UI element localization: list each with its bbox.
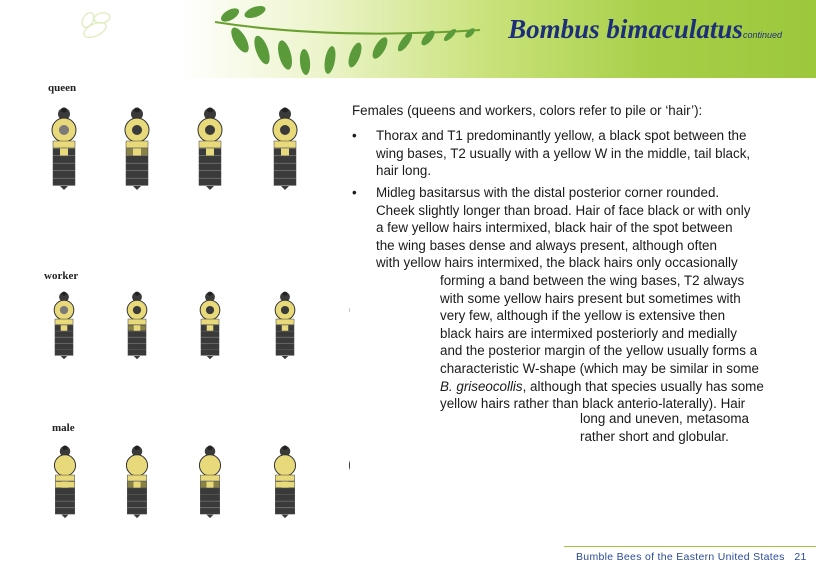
bee-diagram-queen	[198, 108, 222, 191]
footer-rule	[564, 546, 816, 547]
caste-label-worker: worker	[44, 270, 79, 282]
title-species: Bombus bimaculatus	[508, 14, 743, 44]
page-title	[508, 14, 782, 45]
text-line: black hairs are intermixed posteriorly and medially	[440, 325, 737, 341]
text-line: Thorax and T1 predominantly yellow, a black spot between the	[376, 128, 747, 143]
bee-diagram-male	[274, 446, 295, 519]
caste-label-queen: queen	[48, 82, 77, 94]
intro-text: Females (queens and workers, colors refer to pile or ‘hair’):	[352, 103, 703, 118]
text-line: a few yellow hairs intermixed, black hair of the spot between	[376, 220, 733, 236]
bee-diagram-male	[349, 446, 350, 519]
bullet-2-end	[580, 410, 800, 445]
bullet-2-continued	[440, 272, 790, 413]
bee-diagram-worker	[127, 292, 147, 360]
text-line: yellow hairs rather than black anterio-laterally). Hair	[440, 396, 746, 412]
bullet-dot: •	[352, 185, 357, 200]
bee-diagram-worker	[54, 292, 74, 360]
bee-diagram-male	[126, 446, 147, 519]
text-line: the wing bases dense and always present, although often	[376, 237, 717, 253]
bullet-2	[352, 184, 782, 272]
text-line: Midleg basitarsus with the distal posterior corner rounded.	[376, 185, 720, 200]
text-line: with some yellow hairs present but sometimes with	[440, 290, 741, 306]
text-line: with yellow hairs intermixed, the black hairs only occasionally	[376, 255, 738, 271]
text-line: wing bases, T2 usually with a yellow W in the middle, tail black,	[376, 145, 751, 161]
bee-diagram-male	[199, 446, 220, 519]
bullet-1-text	[376, 127, 782, 180]
bullet-dot: •	[352, 128, 357, 143]
text-line	[440, 378, 790, 396]
text-line: very few, although if the yellow is extensive then	[440, 308, 726, 324]
caste-label-male: male	[52, 422, 75, 434]
species-tail: , although that species usually has some	[522, 378, 764, 394]
bee-diagram-male	[54, 446, 75, 519]
text-line: long and uneven, metasoma	[580, 411, 749, 426]
bee-diagrams	[0, 0, 350, 545]
bee-diagram-queen	[125, 108, 149, 191]
species-name: B. griseocollis	[440, 378, 523, 394]
text-line: Cheek slightly longer than broad. Hair of face black or with only	[376, 202, 751, 218]
text-line: and the posterior margin of the yellow usually forms a	[440, 343, 758, 359]
bullet-1	[352, 127, 782, 180]
title-suffix: continued	[742, 30, 782, 40]
bee-diagram-worker	[200, 292, 220, 360]
text-line: characteristic W-shape (which may be similar in some	[440, 360, 759, 376]
bullet-2-text	[376, 184, 782, 272]
bee-diagram-queen	[52, 108, 76, 191]
bee-diagram-worker	[275, 292, 295, 360]
footer	[576, 551, 807, 563]
text-line: hair long.	[376, 163, 432, 179]
text-line: rather short and globular.	[580, 428, 729, 444]
page-number: 21	[794, 551, 807, 563]
bee-diagram-queen	[273, 108, 297, 191]
text-line: forming a band between the wing bases, T2 always	[440, 273, 745, 288]
footer-title: Bumble Bees of the Eastern United States	[576, 551, 785, 563]
